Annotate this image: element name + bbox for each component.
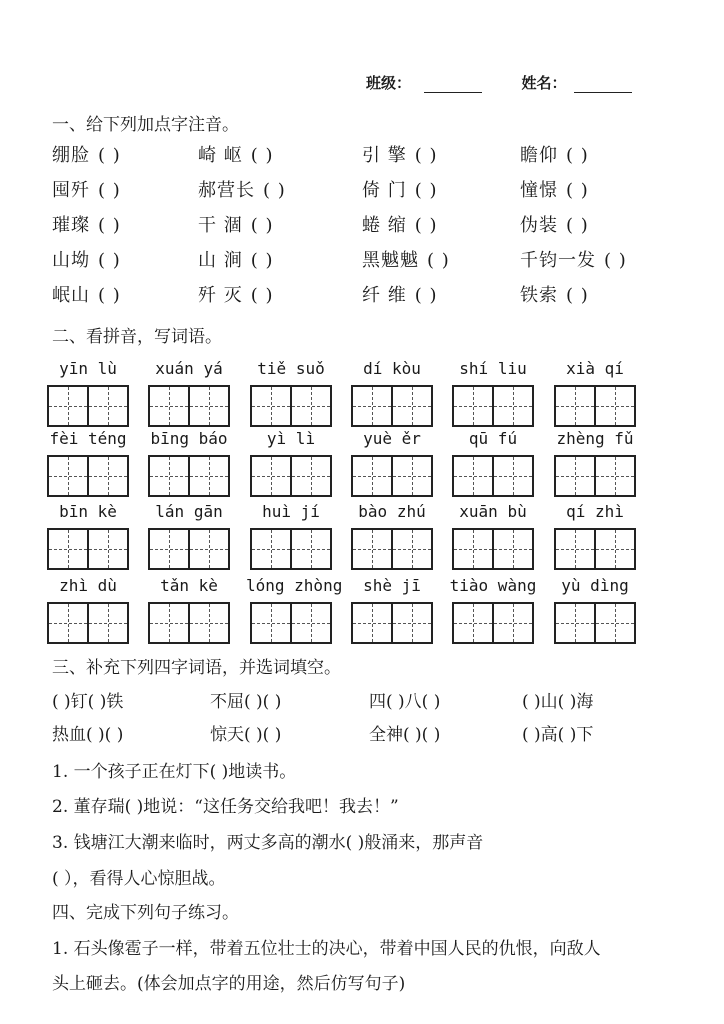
word: 倚 门 <box>362 180 407 201</box>
writing-cell[interactable] <box>190 530 228 568</box>
writing-grid-box[interactable] <box>47 602 129 644</box>
word: 干 涸 <box>198 215 243 236</box>
pinyin-label: xià qí <box>566 359 624 378</box>
exercise-line-1: 1. 石头像雹子一样，带着五位壮士的决心，带着中国人民的仇恨，向敌人 <box>52 939 601 959</box>
writing-cell[interactable] <box>252 387 292 425</box>
writing-cell[interactable] <box>494 387 532 425</box>
pinyin-question-item <box>520 281 589 307</box>
answer-blank[interactable]: ( ) <box>414 145 438 166</box>
class-label: 班级： <box>366 74 412 92</box>
idiom-item[interactable]: ( )高( )下 <box>522 725 594 745</box>
answer-blank[interactable]: ( ) <box>250 215 274 236</box>
word: 山 涧 <box>198 250 243 271</box>
answer-blank[interactable]: ( ) <box>604 250 627 271</box>
answer-blank[interactable]: ( ) <box>250 285 274 306</box>
writing-grid-box[interactable] <box>250 455 332 497</box>
writing-grid-box[interactable] <box>351 385 433 427</box>
name-label: 姓名： <box>521 74 567 92</box>
word: 歼 灭 <box>198 285 243 306</box>
writing-grid-box[interactable] <box>250 528 332 570</box>
answer-blank[interactable]: ( ) <box>414 215 438 236</box>
pinyin-question-item <box>198 141 274 167</box>
pinyin-label: tiào wàng <box>449 576 537 595</box>
word: 黑魆魆 <box>362 250 419 271</box>
writing-grid-box[interactable] <box>148 528 230 570</box>
writing-cell[interactable] <box>494 457 532 495</box>
answer-blank[interactable]: ( ) <box>98 145 121 166</box>
writing-cell[interactable] <box>556 387 596 425</box>
writing-cell[interactable] <box>292 604 330 642</box>
writing-cell[interactable] <box>89 457 127 495</box>
writing-grid-box[interactable] <box>47 385 129 427</box>
writing-cell[interactable] <box>454 387 494 425</box>
idiom-item[interactable]: ( )钉( )铁 <box>52 692 124 712</box>
writing-cell[interactable] <box>150 530 190 568</box>
word: 引 擎 <box>362 145 407 166</box>
pinyin-question-item <box>52 211 121 237</box>
writing-grid-box[interactable] <box>452 385 534 427</box>
pinyin-question-item <box>198 281 274 307</box>
writing-cell[interactable] <box>150 604 190 642</box>
word: 璀璨 <box>52 215 90 236</box>
writing-grid-box[interactable] <box>554 602 636 644</box>
student-info-header <box>366 72 632 93</box>
idiom-item[interactable]: 惊天( )( ) <box>210 725 282 745</box>
writing-cell[interactable] <box>596 387 634 425</box>
fill-sentence-3-cont[interactable]: ( ），看得人心惊胆战。 <box>52 869 226 889</box>
answer-blank[interactable]: ( ) <box>566 145 589 166</box>
word: 铁索 <box>520 285 558 306</box>
writing-cell[interactable] <box>494 530 532 568</box>
pinyin-question-item <box>520 176 589 202</box>
writing-grid-box[interactable] <box>554 528 636 570</box>
writing-cell[interactable] <box>190 604 228 642</box>
writing-cell[interactable] <box>89 604 127 642</box>
answer-blank[interactable]: ( ) <box>427 250 450 271</box>
pinyin-label: qū fú <box>468 429 518 448</box>
writing-cell[interactable] <box>454 604 494 642</box>
writing-grid-box[interactable] <box>148 455 230 497</box>
writing-cell[interactable] <box>393 387 431 425</box>
pinyin-label: bīn kè <box>59 502 117 521</box>
pinyin-question-item <box>198 246 274 272</box>
writing-cell[interactable] <box>252 530 292 568</box>
pinyin-label: fèi téng <box>49 429 127 448</box>
pinyin-question-item <box>362 246 450 272</box>
writing-grid-box[interactable] <box>250 385 332 427</box>
pinyin-label: tiě suǒ <box>257 359 325 378</box>
fill-sentence-1[interactable]: 1. 一个孩子正在灯下( )地读书。 <box>52 762 297 782</box>
writing-grid-box[interactable] <box>47 455 129 497</box>
writing-cell[interactable] <box>353 530 393 568</box>
writing-cell[interactable] <box>252 457 292 495</box>
writing-cell[interactable] <box>292 387 330 425</box>
writing-cell[interactable] <box>556 457 596 495</box>
pinyin-label: huì jí <box>262 502 320 521</box>
section1-title: 一、给下列加点字注音。 <box>52 115 239 135</box>
section4-title: 四、完成下列句子练习。 <box>52 903 239 923</box>
pinyin-label: zhèng fǔ <box>556 429 634 448</box>
pinyin-label: shí liu <box>459 359 527 378</box>
pinyin-question-item <box>362 281 438 307</box>
pinyin-label: shè jī <box>363 576 421 595</box>
pinyin-question-item <box>520 211 589 237</box>
word: 郝营长 <box>198 180 255 201</box>
answer-blank[interactable]: ( ) <box>98 180 121 201</box>
writing-cell[interactable] <box>596 457 634 495</box>
fill-sentence-2[interactable]: 2. 董存瑞( )地说：“这任务交给我吧！我去！” <box>52 797 399 817</box>
section2-title: 二、看拼音，写词语。 <box>52 327 222 347</box>
idiom-item[interactable]: ( )山( )海 <box>522 692 594 712</box>
writing-cell[interactable] <box>353 457 393 495</box>
word: 伪装 <box>520 215 558 236</box>
writing-grid-box[interactable] <box>554 385 636 427</box>
writing-cell[interactable] <box>292 530 330 568</box>
writing-cell[interactable] <box>292 457 330 495</box>
writing-cell[interactable] <box>353 604 393 642</box>
writing-cell[interactable] <box>393 604 431 642</box>
writing-grid-box[interactable] <box>148 385 230 427</box>
pinyin-question-item <box>198 211 274 237</box>
pinyin-question-item <box>52 141 121 167</box>
writing-cell[interactable] <box>252 604 292 642</box>
word: 瞻仰 <box>520 145 558 166</box>
pinyin-label: tǎn kè <box>160 576 218 595</box>
idiom-item[interactable]: 全神( )( ) <box>369 725 441 745</box>
pinyin-question-item <box>52 246 121 272</box>
writing-cell[interactable] <box>89 387 127 425</box>
idiom-item[interactable]: 四( )八( ) <box>369 692 441 712</box>
pinyin-label: lóng zhòng <box>246 576 343 595</box>
writing-cell[interactable] <box>190 457 228 495</box>
writing-grid-box[interactable] <box>452 528 534 570</box>
writing-cell[interactable] <box>556 604 596 642</box>
answer-blank[interactable]: ( ) <box>98 215 121 236</box>
word: 绷脸 <box>52 145 90 166</box>
word: 囤歼 <box>52 180 90 201</box>
pinyin-label: yù dìng <box>561 576 629 595</box>
pinyin-label: lán gān <box>155 502 223 521</box>
pinyin-label: bīng báo <box>150 429 228 448</box>
section3-title: 三、补充下列四字词语，并选词填空。 <box>52 658 341 678</box>
pinyin-question-item <box>362 211 438 237</box>
writing-cell[interactable] <box>150 387 190 425</box>
writing-cell[interactable] <box>49 530 89 568</box>
writing-grid-box[interactable] <box>351 602 433 644</box>
answer-blank[interactable]: ( ) <box>98 250 121 271</box>
writing-cell[interactable] <box>393 457 431 495</box>
answer-blank[interactable]: ( ) <box>250 250 274 271</box>
pinyin-label: yuè ěr <box>363 429 421 448</box>
pinyin-label: dí kòu <box>363 359 421 378</box>
word: 岷山 <box>52 285 90 306</box>
pinyin-question-item <box>198 176 286 202</box>
word: 千钧一发 <box>520 250 596 271</box>
writing-grid-box[interactable] <box>250 602 332 644</box>
class-blank[interactable] <box>424 78 482 93</box>
pinyin-question-item <box>362 176 438 202</box>
answer-blank[interactable]: ( ) <box>263 180 286 201</box>
pinyin-question-item <box>362 141 438 167</box>
pinyin-label: bào zhú <box>358 502 426 521</box>
fill-sentence-3[interactable]: 3. 钱塘江大潮来临时，两丈多高的潮水( )般涌来，那声音 <box>52 833 484 853</box>
writing-cell[interactable] <box>454 530 494 568</box>
writing-grid-box[interactable] <box>148 602 230 644</box>
writing-grid-box[interactable] <box>452 602 534 644</box>
word: 崎 岖 <box>198 145 243 166</box>
answer-blank[interactable]: ( ) <box>566 285 589 306</box>
answer-blank[interactable]: ( ) <box>414 285 438 306</box>
pinyin-label: yì lì <box>266 429 316 448</box>
writing-grid-box[interactable] <box>452 455 534 497</box>
word: 蜷 缩 <box>362 215 407 236</box>
answer-blank[interactable]: ( ) <box>566 180 589 201</box>
writing-cell[interactable] <box>89 530 127 568</box>
pinyin-label: zhì dù <box>59 576 117 595</box>
pinyin-label: yīn lù <box>59 359 117 378</box>
answer-blank[interactable]: ( ) <box>250 145 274 166</box>
writing-grid-box[interactable] <box>351 455 433 497</box>
writing-cell[interactable] <box>596 604 634 642</box>
word: 憧憬 <box>520 180 558 201</box>
writing-cell[interactable] <box>454 457 494 495</box>
idiom-item[interactable]: 热血( )( ) <box>52 725 124 745</box>
writing-cell[interactable] <box>190 387 228 425</box>
writing-cell[interactable] <box>49 457 89 495</box>
answer-blank[interactable]: ( ) <box>566 215 589 236</box>
writing-cell[interactable] <box>596 530 634 568</box>
pinyin-label: xuán yá <box>155 359 223 378</box>
pinyin-question-item <box>52 281 121 307</box>
answer-blank[interactable]: ( ) <box>414 180 438 201</box>
pinyin-question-item <box>520 141 589 167</box>
writing-grid-box[interactable] <box>554 455 636 497</box>
answer-blank[interactable]: ( ) <box>98 285 121 306</box>
pinyin-question-item <box>520 246 627 272</box>
writing-cell[interactable] <box>49 604 89 642</box>
word: 山坳 <box>52 250 90 271</box>
word: 纤 维 <box>362 285 407 306</box>
writing-cell[interactable] <box>556 530 596 568</box>
pinyin-label: xuān bù <box>459 502 527 521</box>
writing-grid-box[interactable] <box>351 528 433 570</box>
writing-grid-box[interactable] <box>47 528 129 570</box>
idiom-item[interactable]: 不屈( )( ) <box>210 692 282 712</box>
writing-cell[interactable] <box>353 387 393 425</box>
writing-cell[interactable] <box>494 604 532 642</box>
writing-cell[interactable] <box>150 457 190 495</box>
writing-cell[interactable] <box>393 530 431 568</box>
exercise-line-2: 头上砸去。(体会加点字的用途，然后仿写句子) <box>52 974 406 994</box>
pinyin-label: qí zhì <box>566 502 624 521</box>
pinyin-question-item <box>52 176 121 202</box>
name-blank[interactable] <box>574 78 632 93</box>
writing-cell[interactable] <box>49 387 89 425</box>
